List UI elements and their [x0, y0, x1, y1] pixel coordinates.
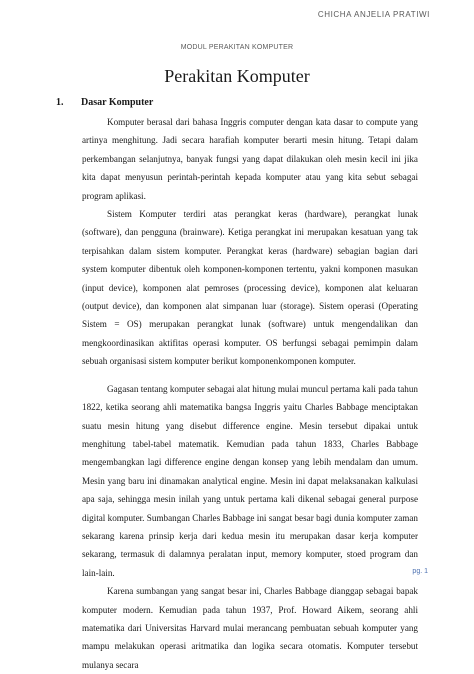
paragraph: Sistem Komputer terdiri atas perangkat keras (hardware), perangkat lunak (software), dan pengguna (brainware). Ketiga perangkat ini merupakan kesatuan yang tak terpisahkan dalam sistem komputer. Perangkat keras (hardware) sebagian bagian dari system komputer dibentuk oleh komponen-komponen tertentu, yakni komponen masukan (input device), komponen alat pemroses (processing device), komponen alat keluaran (output device), dan komponen alat simpanan luar (storage). Sistem operasi (Operating Sistem = OS) merupakan perangkat lunak (software) untuk mengendalikan dan mengkoordinasikan aktifitas operasi komputer. OS berfungsi sebagai pemimpin dalam sebuah organisasi sistem komputer berikut komponenkomponen komputer.	[82, 209, 418, 367]
section-number: 1.	[56, 97, 64, 108]
section-title: Dasar Komputer	[81, 97, 154, 108]
page-number: pg. 1	[412, 568, 428, 575]
paragraph: Komputer berasal dari bahasa Inggris computer dengan kata dasar to compute yang artinya menghitung. Jadi secara harafiah komputer berarti mesin hitung. Tetapi dalam perkembangan selanjutnya, banyak fungsi yang dapat dilakukan oleh mesin kecil ini jika kita dapat menyusun perintah-perintah kepada komputer atau yang kita sebut sebagai program aplikasi.	[82, 117, 418, 201]
section-heading	[56, 97, 153, 108]
paragraph: Karena sumbangan yang sangat besar ini, Charles Babbage dianggap sebagai bapak komputer modern. Kemudian pada tahun 1937, Prof. Howard Aikem, seorang ahli matematika dari Universitas Harvard mulai merancang pembuatan sebuah komputer yang mampu melakukan operasi aritmatika dan logika secara otomatis. Komputer tersebut mulanya secara	[82, 586, 418, 670]
page-title: Perakitan Komputer	[164, 66, 310, 86]
body-text	[82, 113, 418, 674]
module-header: MODUL PERAKITAN KOMPUTER	[180, 44, 294, 51]
paragraph: Gagasan tentang komputer sebagai alat hitung mulai muncul pertama kali pada tahun 1822, ketika seorang ahli matematika bangsa Inggris yaitu Charles Babbage menciptakan suatu mesin hitung yang disebut difference engine. Mesin tersebut dipakai untuk menghitung tabel-tabel matematik. Kemudian pada tahun 1833, Charles Babbage mengembangkan lagi difference engine dengan konsep yang lebih mendalam dan umum. Mesin yang baru ini dinamakan analytical engine. Mesin ini dapat melaksanakan kalkulasi apa saja, sehingga mesin inilah yang untuk pertama kali dikenal sebagai general purpose digital komputer. Sumbangan Charles Babbage ini sangat besar bagi dunia komputer zaman sekarang karena prinsip kerja dari kedua mesin itu merupakan dasar kerja komputer sekarang, termasuk di dalamnya peralatan input, memory komputer, stoed program dan lain-lain.	[82, 383, 418, 578]
author-header: CHICHA ANJELIA PRATIWI	[317, 10, 430, 19]
